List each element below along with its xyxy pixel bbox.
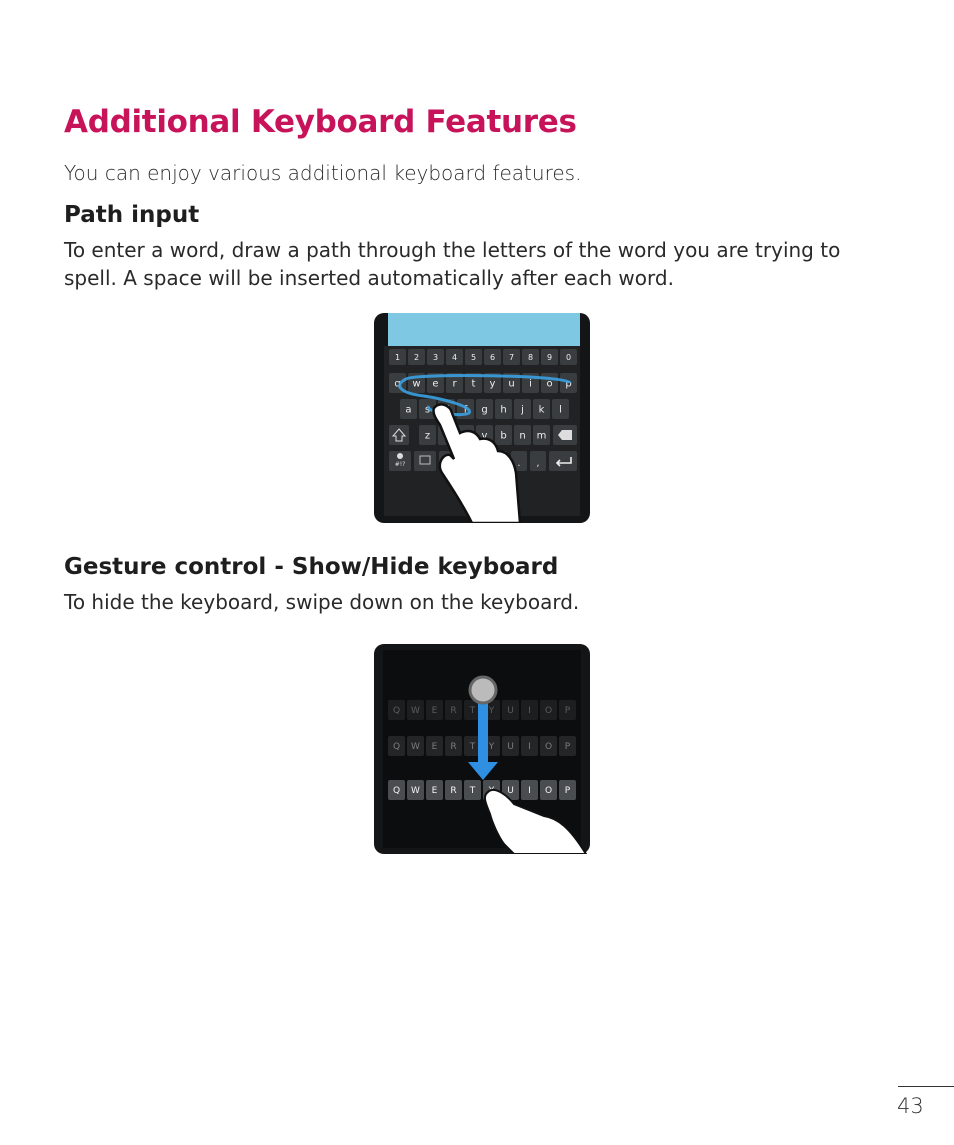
section-body-gesture-control: To hide the keyboard, swipe down on the keyboard. <box>64 590 580 614</box>
symbols-key: #!? <box>394 461 406 468</box>
key-label-e: E <box>431 742 438 753</box>
key-label-f: f <box>463 404 468 416</box>
key-label-1: 1 <box>394 352 401 362</box>
key-label-t: T <box>469 706 476 717</box>
key-label-q: Q <box>392 706 401 717</box>
key-label-p: P <box>564 742 571 753</box>
key-label-w: W <box>411 786 420 797</box>
key-label-t: t <box>471 378 476 390</box>
key-label-l: l <box>559 404 562 416</box>
key-label-i: I <box>528 786 531 797</box>
page-title: Additional Keyboard Features <box>64 104 577 140</box>
key-label-4: 4 <box>451 352 458 362</box>
key-label-i: I <box>528 742 531 753</box>
section-heading-gesture-control: Gesture control - Show/Hide keyboard <box>64 554 559 580</box>
key-label-8: 8 <box>527 352 534 362</box>
key-label-w: W <box>411 706 420 717</box>
gesture-figure <box>374 644 590 854</box>
key-label-g: g <box>481 404 488 416</box>
key-label-3: 3 <box>432 352 439 362</box>
key-label-h: h <box>500 404 507 416</box>
key-label-p: P <box>564 786 571 797</box>
section-heading-path-input: Path input <box>64 202 200 228</box>
key-label-y: Y <box>488 706 495 717</box>
key-label-e: E <box>431 786 438 797</box>
key-label-r: r <box>452 378 457 390</box>
key-label-u: U <box>507 786 514 797</box>
phone-keyboard-illustration <box>374 313 590 523</box>
letter-row-2 <box>400 399 569 419</box>
touch-point <box>470 677 496 703</box>
path-input-figure <box>374 313 590 523</box>
key-label-b: b <box>500 430 507 442</box>
key-label-q: Q <box>392 742 401 753</box>
key-label-k: k <box>538 404 545 416</box>
key-label-u: U <box>507 706 514 717</box>
key-label-o: O <box>544 706 553 717</box>
key-label-o: O <box>544 786 553 797</box>
key-label-i: i <box>529 378 532 390</box>
key-label-j: j <box>521 404 524 416</box>
key-label-r: R <box>450 742 457 753</box>
key-label-m: m <box>536 430 547 442</box>
key-label-r: R <box>450 786 457 797</box>
screen-area <box>388 313 580 346</box>
key-label-v: v <box>481 430 488 442</box>
key-label-p: P <box>564 706 571 717</box>
key-label-s: s <box>424 404 431 416</box>
key-label-u: u <box>508 378 515 390</box>
phone-gesture-illustration <box>374 644 590 854</box>
key-label-2: 2 <box>413 352 420 362</box>
page-number: 43 <box>897 1094 924 1118</box>
key-label-a: a <box>405 404 412 416</box>
key-label-t: T <box>469 786 476 797</box>
mic-icon <box>397 453 403 459</box>
key-label-q: Q <box>392 786 401 797</box>
key-label-5: 5 <box>470 352 477 362</box>
key-label-i: I <box>528 706 531 717</box>
intro-text: You can enjoy various additional keyboard features. <box>64 161 582 185</box>
key-label-0: 0 <box>565 352 572 362</box>
key-label-r: R <box>450 706 457 717</box>
key-label-w: W <box>411 742 420 753</box>
key-label-e: e <box>432 378 439 390</box>
key-label-n: n <box>519 430 526 442</box>
key-label-w: w <box>412 378 421 390</box>
key-label-6: 6 <box>489 352 496 362</box>
period-key: . <box>517 458 521 469</box>
section-body-path-input: To enter a word, draw a path through the letters of the word you are trying to spell. A space will be inserted automatically after each word. <box>64 238 841 290</box>
key-label-7: 7 <box>508 352 515 362</box>
comma-key: , <box>536 458 540 469</box>
key-label-u: U <box>507 742 514 753</box>
key-label-p: p <box>565 378 572 390</box>
key-label-9: 9 <box>546 352 553 362</box>
key-label-t: T <box>469 742 476 753</box>
key-label-z: z <box>424 430 431 442</box>
key-label-y: Y <box>488 742 495 753</box>
key-label-q: q <box>394 378 401 390</box>
key-label-o: o <box>546 378 553 390</box>
page-number-rule <box>898 1086 954 1087</box>
key-label-e: E <box>431 706 438 717</box>
key-label-y: y <box>489 378 496 390</box>
key-label-o: O <box>544 742 553 753</box>
